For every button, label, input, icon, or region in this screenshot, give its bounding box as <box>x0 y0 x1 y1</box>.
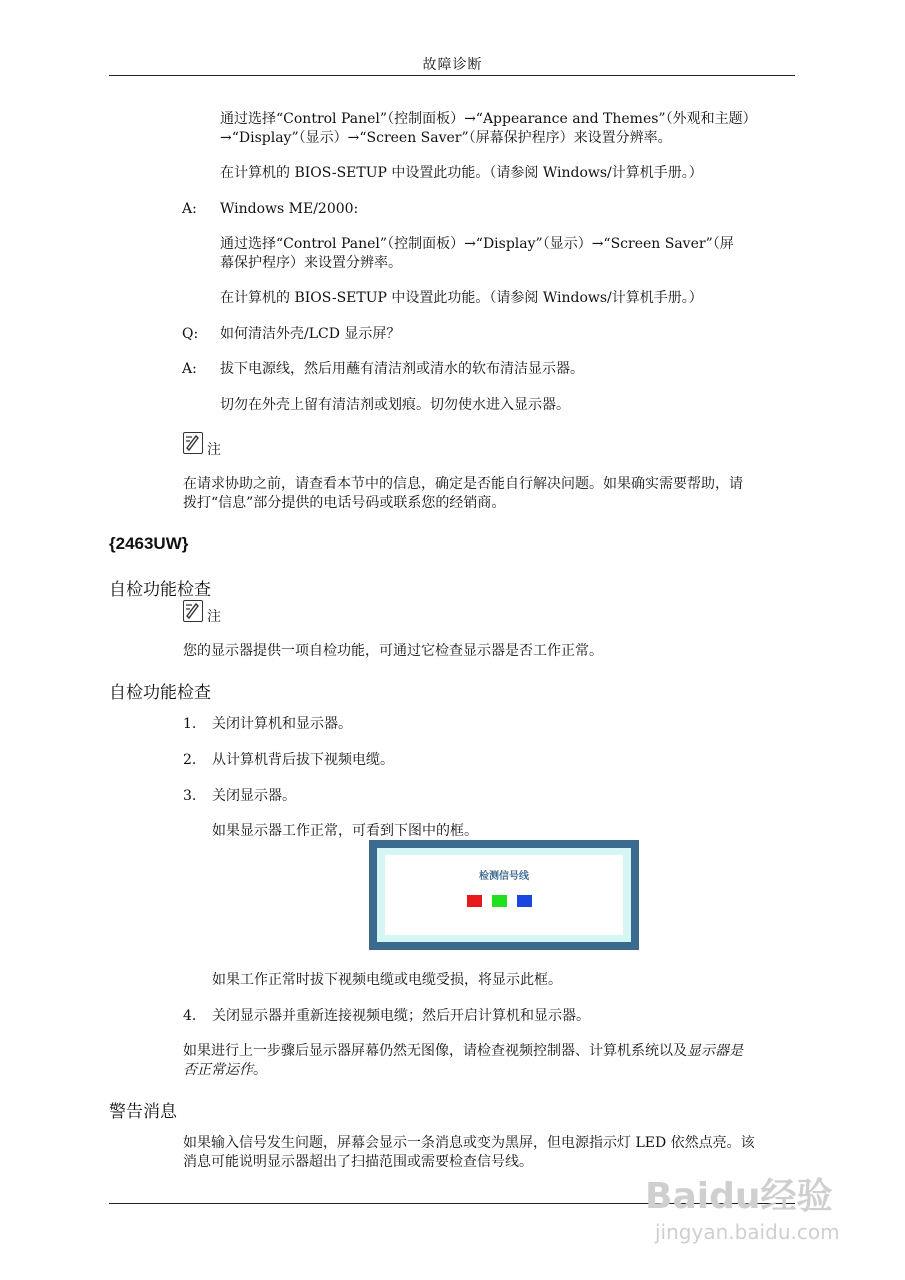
me-bios-text: 在计算机的 BIOS-SETUP 中设置此功能。（请参阅 Windows/计算机手册。） <box>220 290 703 306</box>
selftest-steps-heading: 自检功能检查 <box>109 683 211 703</box>
final-line-1: 如果进行上一步骤后显示器屏幕仍然无图像，请检查视频控制器、计算机系统以及 <box>183 1043 687 1059</box>
header-rule <box>109 75 795 76</box>
selftest-note-text: 您的显示器提供一项自检功能，可通过它检查显示器是否工作正常。 <box>183 643 603 659</box>
page-header-title: 故障诊断 <box>422 57 483 73</box>
step-number: 2. <box>183 752 197 768</box>
me-answer-label: A: <box>182 201 197 217</box>
step-text: 关闭计算机和显示器。 <box>212 716 352 732</box>
question-label: Q: <box>182 326 199 342</box>
warning-heading: 警告消息 <box>109 1102 177 1122</box>
step-number: 1. <box>183 716 197 732</box>
xp-bios-text: 在计算机的 BIOS-SETUP 中设置此功能。（请参阅 Windows/计算机手册。） <box>220 165 703 181</box>
final-italic-2: 否正常运作 <box>183 1062 253 1078</box>
xp-line-1: 通过选择“Control Panel”（控制面板）→“Appearance and Themes”（外观和主题） <box>220 111 757 127</box>
note-text <box>183 475 813 513</box>
warning-text <box>183 1134 813 1172</box>
note-label: 注 <box>207 442 221 458</box>
xp-line-2: →“Display”（显示）→“Screen Saver”（屏幕保护程序）来设置分辨率。 <box>220 130 672 146</box>
after-box-text: 如果工作正常时拔下视频电缆或电缆受损，将显示此框。 <box>212 972 562 988</box>
selftest-note-label: 注 <box>207 609 221 625</box>
warning-line-2: 消息可能说明显示器超出了扫描范围或需要检查信号线。 <box>183 1154 533 1170</box>
xp-instructions <box>220 110 810 148</box>
answer-warning: 切勿在外壳上留有清洁剂或划痕。切勿使水进入显示器。 <box>220 397 570 413</box>
red-square <box>467 895 482 907</box>
step3-detail: 如果显示器工作正常，可看到下图中的框。 <box>212 823 478 839</box>
step-number: 4. <box>183 1008 197 1024</box>
final-end: 。 <box>253 1062 267 1078</box>
step-text: 从计算机背后拔下视频电缆。 <box>212 752 394 768</box>
question-text: 如何清洁外壳/LCD 显示屏？ <box>220 326 401 342</box>
note-icon <box>183 432 203 454</box>
me-instructions <box>220 235 810 273</box>
step-text: 关闭显示器并重新连接视频电缆；然后开启计算机和显示器。 <box>212 1008 590 1024</box>
selftest-heading: 自检功能检查 <box>109 580 211 600</box>
answer-text: 拔下电源线，然后用蘸有清洁剂或清水的软布清洁显示器。 <box>220 361 584 377</box>
note-icon <box>183 600 203 622</box>
warning-line-1: 如果输入信号发生问题，屏幕会显示一条消息或变为黑屏，但电源指示灯 LED 依然点亮。该 <box>183 1135 755 1151</box>
signal-check-box-image <box>369 840 639 950</box>
step-text: 关闭显示器。 <box>212 788 296 804</box>
baidu-watermark-url: jingyan.baidu.com <box>655 1220 840 1244</box>
final-check-text <box>183 1042 813 1080</box>
me-title: Windows ME/2000: <box>220 201 359 217</box>
blue-square <box>517 895 532 907</box>
me-line-2: 幕保护程序）来设置分辨率。 <box>220 255 402 271</box>
answer-label: A: <box>182 361 197 377</box>
final-italic-1: 显示器是 <box>687 1043 743 1059</box>
me-line-1: 通过选择“Control Panel”（控制面板）→“Display”（显示）→“Screen Saver”（屏 <box>220 236 734 252</box>
note-line-1: 在请求协助之前，请查看本节中的信息，确定是否能自行解决问题。如果确实需要帮助，请 <box>183 476 743 492</box>
green-square <box>492 895 507 907</box>
note-line-2: 拨打“信息”部分提供的电话号码或联系您的经销商。 <box>183 495 506 511</box>
signal-check-title: 检测信号线 <box>479 871 529 882</box>
baidu-watermark-logo: Baidu经验 <box>645 1176 833 1217</box>
model-heading: {2463UW} <box>109 534 189 553</box>
step-number: 3. <box>183 788 197 804</box>
